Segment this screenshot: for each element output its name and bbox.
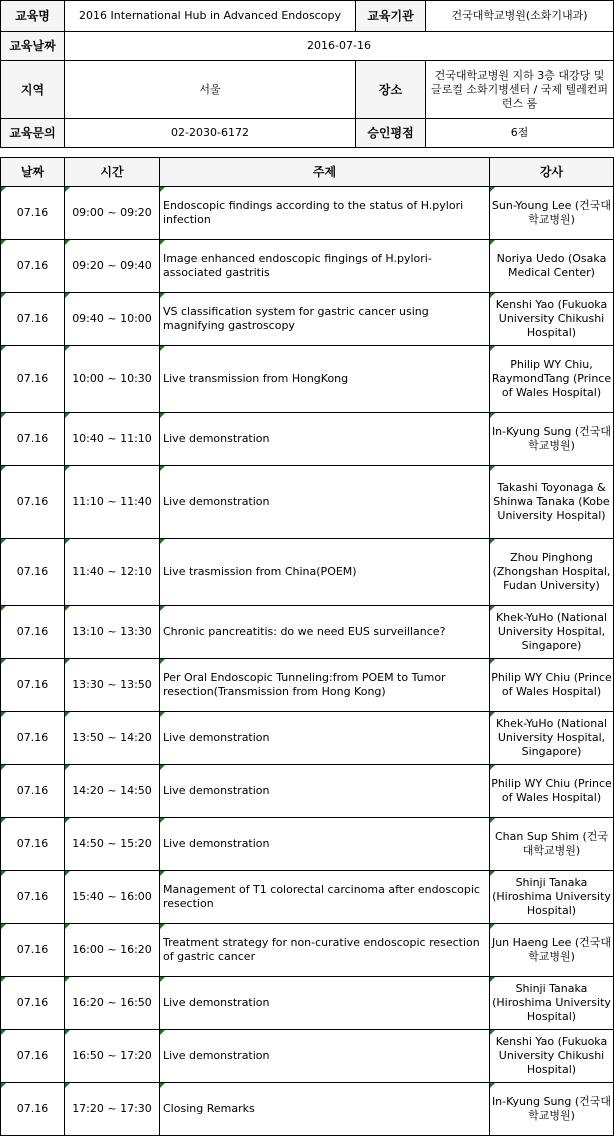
schedule-time: 16:50 ~ 17:20 [65, 1030, 160, 1083]
cell-marker-icon [1, 466, 6, 471]
schedule-topic: Live demonstration [160, 818, 490, 871]
schedule-time: 09:00 ~ 09:20 [65, 187, 160, 240]
schedule-topic: Per Oral Endoscopic Tunneling:from POEM to Tumor resection(Transmission from Hong Kong) [160, 659, 490, 712]
schedule-date: 07.16 [1, 818, 65, 871]
cell-marker-icon [160, 293, 165, 298]
schedule-time: 09:40 ~ 10:00 [65, 293, 160, 346]
schedule-row [1, 924, 614, 977]
cell-marker-icon [65, 765, 70, 770]
cell-marker-icon [1, 977, 6, 982]
schedule-time: 13:30 ~ 13:50 [65, 659, 160, 712]
cell-marker-icon [490, 924, 495, 929]
cell-marker-icon [160, 712, 165, 717]
schedule-date: 07.16 [1, 1030, 65, 1083]
schedule-topic: Live demonstration [160, 1030, 490, 1083]
schedule-time: 16:00 ~ 16:20 [65, 924, 160, 977]
schedule-speaker: Shinji Tanaka (Hiroshima University Hospital) [490, 977, 614, 1030]
region-value: 서울 [65, 61, 356, 119]
cell-marker-icon [490, 413, 495, 418]
schedule-time: 11:10 ~ 11:40 [65, 466, 160, 539]
cell-marker-icon [490, 765, 495, 770]
cell-marker-icon [65, 606, 70, 611]
cell-marker-icon [490, 1030, 495, 1035]
cell-marker-icon [160, 539, 165, 544]
schedule-time: 13:50 ~ 14:20 [65, 712, 160, 765]
cell-marker-icon [1, 871, 6, 876]
schedule-topic: Live demonstration [160, 413, 490, 466]
cell-marker-icon [65, 1030, 70, 1035]
cell-marker-icon [1, 659, 6, 664]
schedule-speaker: Takashi Toyonaga & Shinwa Tanaka (Kobe University Hospital) [490, 466, 614, 539]
schedule-speaker: Khek-YuHo (National University Hospital, Singapore) [490, 712, 614, 765]
schedule-row [1, 818, 614, 871]
schedule-header-row [1, 158, 614, 187]
schedule-time: 11:40 ~ 12:10 [65, 539, 160, 606]
schedule-speaker: Noriya Uedo (Osaka Medical Center) [490, 240, 614, 293]
cell-marker-icon [490, 539, 495, 544]
schedule-speaker: Chan Sup Shim (건국대학교병원) [490, 818, 614, 871]
schedule-speaker: Zhou Pinghong (Zhongshan Hospital, Fudan University) [490, 539, 614, 606]
cell-marker-icon [65, 659, 70, 664]
course-info-table [0, 0, 614, 148]
cell-marker-icon [65, 818, 70, 823]
cell-marker-icon [1, 413, 6, 418]
contact-label: 교육문의 [1, 119, 65, 148]
header-topic: 주제 [160, 158, 490, 187]
cell-marker-icon [490, 240, 495, 245]
schedule-speaker: Kenshi Yao (Fukuoka University Chikushi Hospital) [490, 1030, 614, 1083]
institution-label: 교육기관 [356, 1, 426, 32]
header-speaker: 강사 [490, 158, 614, 187]
cell-marker-icon [160, 466, 165, 471]
schedule-date: 07.16 [1, 413, 65, 466]
schedule-table [0, 157, 614, 1136]
cell-marker-icon [160, 346, 165, 351]
credit-value: 6점 [426, 119, 614, 148]
schedule-date: 07.16 [1, 712, 65, 765]
schedule-topic: Live demonstration [160, 466, 490, 539]
schedule-time: 13:10 ~ 13:30 [65, 606, 160, 659]
schedule-date: 07.16 [1, 977, 65, 1030]
venue-label: 장소 [356, 61, 426, 119]
cell-marker-icon [65, 240, 70, 245]
cell-marker-icon [160, 818, 165, 823]
schedule-row [1, 712, 614, 765]
schedule-row [1, 977, 614, 1030]
cell-marker-icon [160, 659, 165, 664]
cell-marker-icon [160, 606, 165, 611]
cell-marker-icon [65, 977, 70, 982]
schedule-time: 10:40 ~ 11:10 [65, 413, 160, 466]
institution-value: 건국대학교병원(소화기내과) [426, 1, 614, 32]
schedule-topic: Endoscopic findings according to the status of H.pylori infection [160, 187, 490, 240]
schedule-speaker: Kenshi Yao (Fukuoka University Chikushi Hospital) [490, 293, 614, 346]
credit-label: 승인평점 [356, 119, 426, 148]
cell-marker-icon [160, 1083, 165, 1088]
schedule-topic: VS classification system for gastric cancer using magnifying gastroscopy [160, 293, 490, 346]
cell-marker-icon [490, 659, 495, 664]
schedule-speaker: Philip WY Chiu (Prince of Wales Hospital) [490, 765, 614, 818]
cell-marker-icon [1, 924, 6, 929]
schedule-topic: Closing Remarks [160, 1083, 490, 1136]
schedule-date: 07.16 [1, 539, 65, 606]
cell-marker-icon [1, 1083, 6, 1088]
schedule-row [1, 413, 614, 466]
schedule-row [1, 346, 614, 413]
schedule-body [1, 187, 614, 1136]
schedule-time: 15:40 ~ 16:00 [65, 871, 160, 924]
schedule-row [1, 1083, 614, 1136]
cell-marker-icon [1, 818, 6, 823]
schedule-date: 07.16 [1, 466, 65, 539]
course-name-value: 2016 International Hub in Advanced Endoscopy [65, 1, 356, 32]
cell-marker-icon [160, 1030, 165, 1035]
cell-marker-icon [490, 818, 495, 823]
schedule-topic: Live transmission from HongKong [160, 346, 490, 413]
schedule-topic: Management of T1 colorectal carcinoma after endoscopic resection [160, 871, 490, 924]
cell-marker-icon [490, 293, 495, 298]
schedule-row [1, 293, 614, 346]
schedule-row [1, 659, 614, 712]
schedule-date: 07.16 [1, 924, 65, 977]
header-time: 시간 [65, 158, 160, 187]
cell-marker-icon [1, 293, 6, 298]
cell-marker-icon [490, 466, 495, 471]
schedule-row [1, 606, 614, 659]
cell-marker-icon [490, 871, 495, 876]
cell-marker-icon [1, 1030, 6, 1035]
schedule-topic: Live demonstration [160, 765, 490, 818]
schedule-row [1, 466, 614, 539]
date-label: 교육날짜 [1, 32, 65, 61]
schedule-time: 14:20 ~ 14:50 [65, 765, 160, 818]
cell-marker-icon [490, 1083, 495, 1088]
cell-marker-icon [160, 187, 165, 192]
schedule-time: 16:20 ~ 16:50 [65, 977, 160, 1030]
header-date: 날짜 [1, 158, 65, 187]
schedule-time: 17:20 ~ 17:30 [65, 1083, 160, 1136]
schedule-date: 07.16 [1, 187, 65, 240]
schedule-speaker: In-Kyung Sung (건국대학교병원) [490, 1083, 614, 1136]
cell-marker-icon [65, 346, 70, 351]
cell-marker-icon [490, 187, 495, 192]
schedule-date: 07.16 [1, 1083, 65, 1136]
cell-marker-icon [65, 1083, 70, 1088]
schedule-row [1, 765, 614, 818]
cell-marker-icon [65, 712, 70, 717]
schedule-speaker: Philip WY Chiu (Prince of Wales Hospital) [490, 659, 614, 712]
cell-marker-icon [490, 977, 495, 982]
schedule-row [1, 187, 614, 240]
schedule-time: 10:00 ~ 10:30 [65, 346, 160, 413]
cell-marker-icon [65, 413, 70, 418]
cell-marker-icon [160, 871, 165, 876]
cell-marker-icon [65, 871, 70, 876]
region-label: 지역 [1, 61, 65, 119]
schedule-speaker: Khek-YuHo (National University Hospital, Singapore) [490, 606, 614, 659]
schedule-time: 14:50 ~ 15:20 [65, 818, 160, 871]
schedule-topic: Live trasmission from China(POEM) [160, 539, 490, 606]
cell-marker-icon [1, 712, 6, 717]
cell-marker-icon [490, 346, 495, 351]
venue-value: 건국대학교병원 지하 3층 대강당 및 글로컬 소화기병센터 / 국제 텔레컨퍼런스 룸 [426, 61, 614, 119]
cell-marker-icon [65, 187, 70, 192]
schedule-speaker: Sun-Young Lee (건국대학교병원) [490, 187, 614, 240]
cell-marker-icon [1, 765, 6, 770]
schedule-topic: Treatment strategy for non-curative endoscopic resection of gastric cancer [160, 924, 490, 977]
cell-marker-icon [160, 240, 165, 245]
schedule-date: 07.16 [1, 346, 65, 413]
schedule-speaker: Philip WY Chiu, RaymondTang (Prince of Wales Hospital) [490, 346, 614, 413]
schedule-row [1, 240, 614, 293]
cell-marker-icon [65, 293, 70, 298]
schedule-row [1, 871, 614, 924]
cell-marker-icon [1, 240, 6, 245]
schedule-topic: Chronic pancreatitis: do we need EUS surveillance? [160, 606, 490, 659]
schedule-date: 07.16 [1, 765, 65, 818]
cell-marker-icon [65, 924, 70, 929]
schedule-speaker: Jun Haeng Lee (건국대학교병원) [490, 924, 614, 977]
schedule-topic: Live demonstration [160, 977, 490, 1030]
cell-marker-icon [490, 606, 495, 611]
schedule-date: 07.16 [1, 240, 65, 293]
schedule-date: 07.16 [1, 659, 65, 712]
cell-marker-icon [65, 466, 70, 471]
schedule-row [1, 539, 614, 606]
course-name-label: 교육명 [1, 1, 65, 32]
cell-marker-icon [1, 346, 6, 351]
cell-marker-icon [1, 606, 6, 611]
cell-marker-icon [160, 765, 165, 770]
schedule-speaker: Shinji Tanaka (Hiroshima University Hospital) [490, 871, 614, 924]
cell-marker-icon [1, 539, 6, 544]
schedule-speaker: In-Kyung Sung (건국대학교병원) [490, 413, 614, 466]
cell-marker-icon [160, 924, 165, 929]
contact-value: 02-2030-6172 [65, 119, 356, 148]
schedule-date: 07.16 [1, 606, 65, 659]
cell-marker-icon [65, 539, 70, 544]
schedule-row [1, 1030, 614, 1083]
date-value: 2016-07-16 [65, 32, 614, 61]
cell-marker-icon [160, 977, 165, 982]
schedule-date: 07.16 [1, 871, 65, 924]
cell-marker-icon [1, 187, 6, 192]
cell-marker-icon [490, 712, 495, 717]
cell-marker-icon [160, 413, 165, 418]
schedule-date: 07.16 [1, 293, 65, 346]
schedule-topic: Image enhanced endoscopic fingings of H.pylori-associated gastritis [160, 240, 490, 293]
schedule-topic: Live demonstration [160, 712, 490, 765]
schedule-time: 09:20 ~ 09:40 [65, 240, 160, 293]
